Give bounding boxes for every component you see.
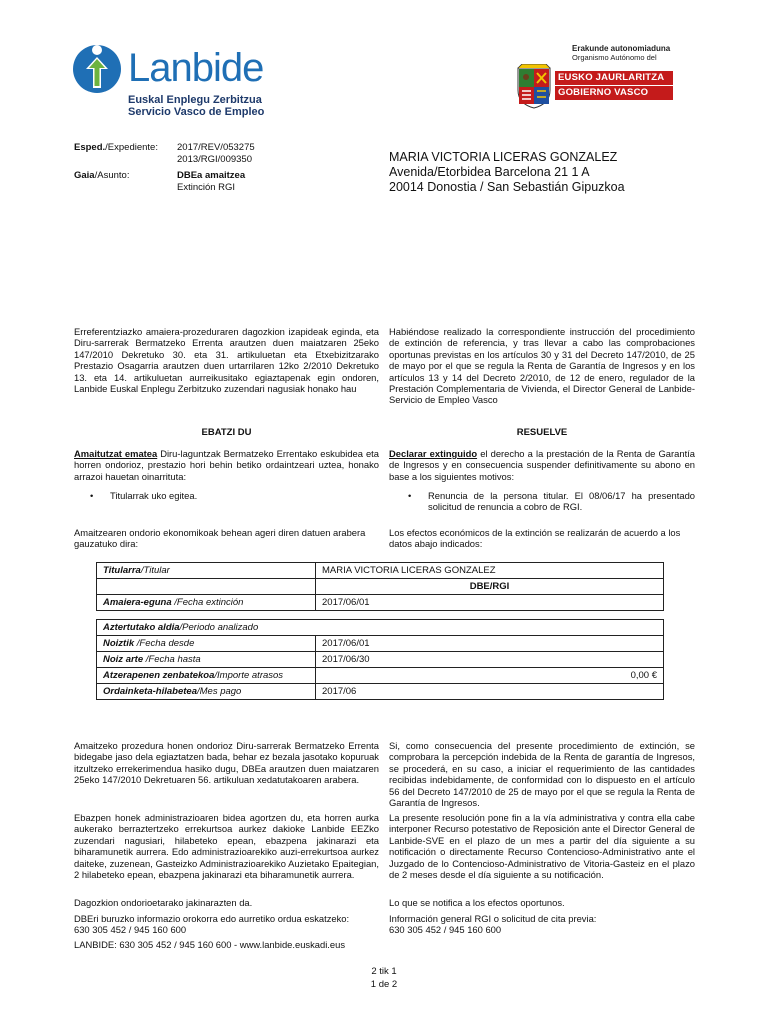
importe-atrasos-label: Atzerapenen zenbatekoa/Importe atrasos <box>97 668 316 684</box>
gov-name-es: GOBIERNO VASCO <box>555 86 673 100</box>
table-row <box>97 595 664 611</box>
closing-eu-2: Ebazpen honek administrazioaren bidea agortzen du, eta horren aurka aukerako berraztertzeko errekurtsoa aurkez dakioke Lanbide EEZko zuzendari nagusiari, hilabeteko epean, ebazpena jakinarazi eta biharamunetik aurrera. Edo administrazioarekiko auzi-errekurtsoa aurkez daiteke, zuzenean, Gasteizko Administrazioarekiko Auzietako Epaitegian, 2 hilabeteko epean, ebazpena jakinarazi eta biharamunetik aurrera. <box>74 812 379 881</box>
titular-table <box>96 562 664 611</box>
table-row <box>97 636 664 652</box>
closing-es-4: Información general RGI o solicitud de cita previa: 630 305 452 / 945 160 600 <box>389 913 597 936</box>
closing-eu-3: Dagozkion ondorioetarako jakinarazten da. <box>74 897 253 908</box>
intro-es: Habiéndose realizado la correspondiente instrucción del procedimiento de extinción de referencia, y tras llevar a cabo las comprobaciones oportunas previstas en los artículos 30 y 31 del Decreto 147/2010, de 25 de mayo por el que se regula la Renta de Garantía de Ingresos y en los artículos 13 y 14 del Decreto 2/2010, de 12 de enero, regulador de la Prestación Complementaria de Vivienda, el Director General de Lanbide-Servicio de Empleo Vasco <box>389 326 695 406</box>
titular-label: Titularra/Titular <box>97 563 316 579</box>
subject-label: Gaia/Asunto: <box>74 170 130 181</box>
prestacion-value: DBE/RGI <box>316 579 664 595</box>
recipient-street: Avenida/Etorbidea Barcelona 21 1 A <box>389 165 590 179</box>
closing-es-1: Si, como consecuencia del presente procedimiento de extinción, se comprobara la percepción indebida de la Renta de garantía de Ingresos, se procederá, en su caso, a iniciar el requerimiento de las cantidades recibidas indebidamente, de conformidad con lo dispuesto en el artículo 56 del Decreto 147/2010 de 25 de mayo por el que se regula la Renta de Garantía de Ingresos. <box>389 740 695 809</box>
closing-eu-1: Amaitzeko prozedura honen ondorioz Diru-sarrerak Bermatzeko Errenta bidegabe jaso dela egiaztatzen bada, behar ez bezala jasotako kopuruak itzultzeko errekerimendua hasiko dugu, DBEa arautzen duen maiatzaren 25eko 147/2010 Dekretuaren 56. artikuluan xedatutakoaren arabera. <box>74 740 379 786</box>
importe-atrasos-value: 0,00 € <box>316 668 664 684</box>
closing-es-2: La presente resolución pone fin a la vía administrativa y contra ella cabe interponer Recurso potestativo de Reposición ante el Director General de Lanbide-SVE en el plazo de un mes a partir del día siguiente a su notificación o directamente Recurso Contencioso-Administrativo ante el Juzgado de lo Contencioso-Administrativo de Vitoria-Gasteiz en el plazo de 2 meses desde el día siguiente a su notificación. <box>389 812 695 881</box>
periodo-table <box>96 619 664 700</box>
gobierno-vasco-logo <box>515 44 675 114</box>
fecha-extincion-label: Amaiera-eguna /Fecha extinción <box>97 595 316 611</box>
page-number-eu: 2 tik 1 <box>371 966 397 977</box>
resolve-heading-eu: EBATZI DU <box>201 427 252 438</box>
table-row <box>97 620 664 636</box>
lanbide-contact: LANBIDE: 630 305 452 / 945 160 600 - www.lanbide.euskadi.eus <box>74 939 346 950</box>
lanbide-subtitle: Euskal Enplegu Zerbitzua Servicio Vasco de Empleo <box>128 94 265 118</box>
fecha-desde-value: 2017/06/01 <box>316 636 664 652</box>
closing-eu-4: DBEri buruzko informazio orokorra edo aurretiko ordua eskatzeko: 630 305 452 / 945 160 600 <box>74 913 350 936</box>
effects-es: Los efectos económicos de la extinción se realizarán de acuerdo a los datos abajo indicados: <box>389 527 681 550</box>
mes-pago-label: Ordainketa-hilabetea/Mes pago <box>97 684 316 700</box>
expediente-label: Esped./Expediente: <box>74 142 158 153</box>
resolve-text-eu: Amaitutzat ematea Diru-laguntzak Bermatzeko Errentako eskubidea eta horren ondorioz, prestazio hori behin betiko ordaintzeari uztea, honako arrazoi hauetan oinarrituta: <box>74 448 379 482</box>
lanbide-symbol-icon <box>70 42 124 96</box>
mes-pago-value: 2017/06 <box>316 684 664 700</box>
expediente-values: 2017/REV/053275 2013/RGI/009350 <box>177 142 255 165</box>
table-row <box>97 579 664 595</box>
recipient-name: MARIA VICTORIA LICERAS GONZALEZ <box>389 150 618 164</box>
table-row <box>97 684 664 700</box>
titular-value: MARIA VICTORIA LICERAS GONZALEZ <box>316 563 664 579</box>
table-row <box>97 652 664 668</box>
effects-eu: Amaitzearen ondorio ekonomikoak behean ageri diren datuen arabera gauzatuko dira: <box>74 527 366 550</box>
fecha-hasta-value: 2017/06/30 <box>316 652 664 668</box>
fecha-hasta-label: Noiz arte /Fecha hasta <box>97 652 316 668</box>
periodo-label: Aztertutako aldia/Periodo analizado <box>97 620 664 636</box>
fecha-extincion-value: 2017/06/01 <box>316 595 664 611</box>
subject-values: DBEa amaitzea Extinción RGI <box>177 170 246 193</box>
list-item: • Renuncia de la persona titular. El 08/06/17 ha presentado solicitud de renuncia a cobro de RGI. <box>408 490 695 513</box>
list-item: • Titularrak uko egitea. <box>90 490 370 501</box>
table-row <box>97 563 664 579</box>
coat-of-arms-icon <box>515 64 553 110</box>
recipient-address <box>389 150 625 195</box>
intro-eu: Erreferentziazko amaiera-prozeduraren dagozkion izapideak eginda, eta Diru-sarrerak Bermatzeko Errenta arautzen duen maiatzaren 25eko 147/2010 Dekretuko 30. eta 31. artikuluetan eta Etxebizitzarako Prestazio Osagarria arautzen duen urtarrilaren 12ko 2/2010 Dekretuko 13. eta 14. artikuluetan aurreikusitako egiaztapenak egin ondoren, Lanbide Euskal Enplegu Zerbitzuko zuzendari nagusiak honako hau <box>74 326 379 395</box>
lanbide-wordmark: Lanbide <box>128 46 264 90</box>
recipient-city: 20014 Donostia / San Sebastián Gipuzkoa <box>389 180 625 194</box>
gov-name-eu: EUSKO JAURLARITZA <box>555 71 673 85</box>
reason-list-eu <box>90 490 370 501</box>
page-number-es: 1 de 2 <box>370 979 398 990</box>
fecha-desde-label: Noiztik /Fecha desde <box>97 636 316 652</box>
gov-org-text: Erakunde autonomiaduna Organismo Autónomo del <box>572 44 671 62</box>
table-row <box>97 668 664 684</box>
resolve-text-es: Declarar extinguido el derecho a la prestación de la Renta de Garantía de Ingresos y en consecuencia suspender definitivamente su abono en base a los siguientes motivos: <box>389 448 695 482</box>
resolve-heading-es: RESUELVE <box>516 427 568 438</box>
reason-list-es <box>408 490 695 513</box>
lanbide-logo <box>70 42 290 122</box>
closing-es-3: Lo que se notifica a los efectos oportunos. <box>389 897 565 908</box>
